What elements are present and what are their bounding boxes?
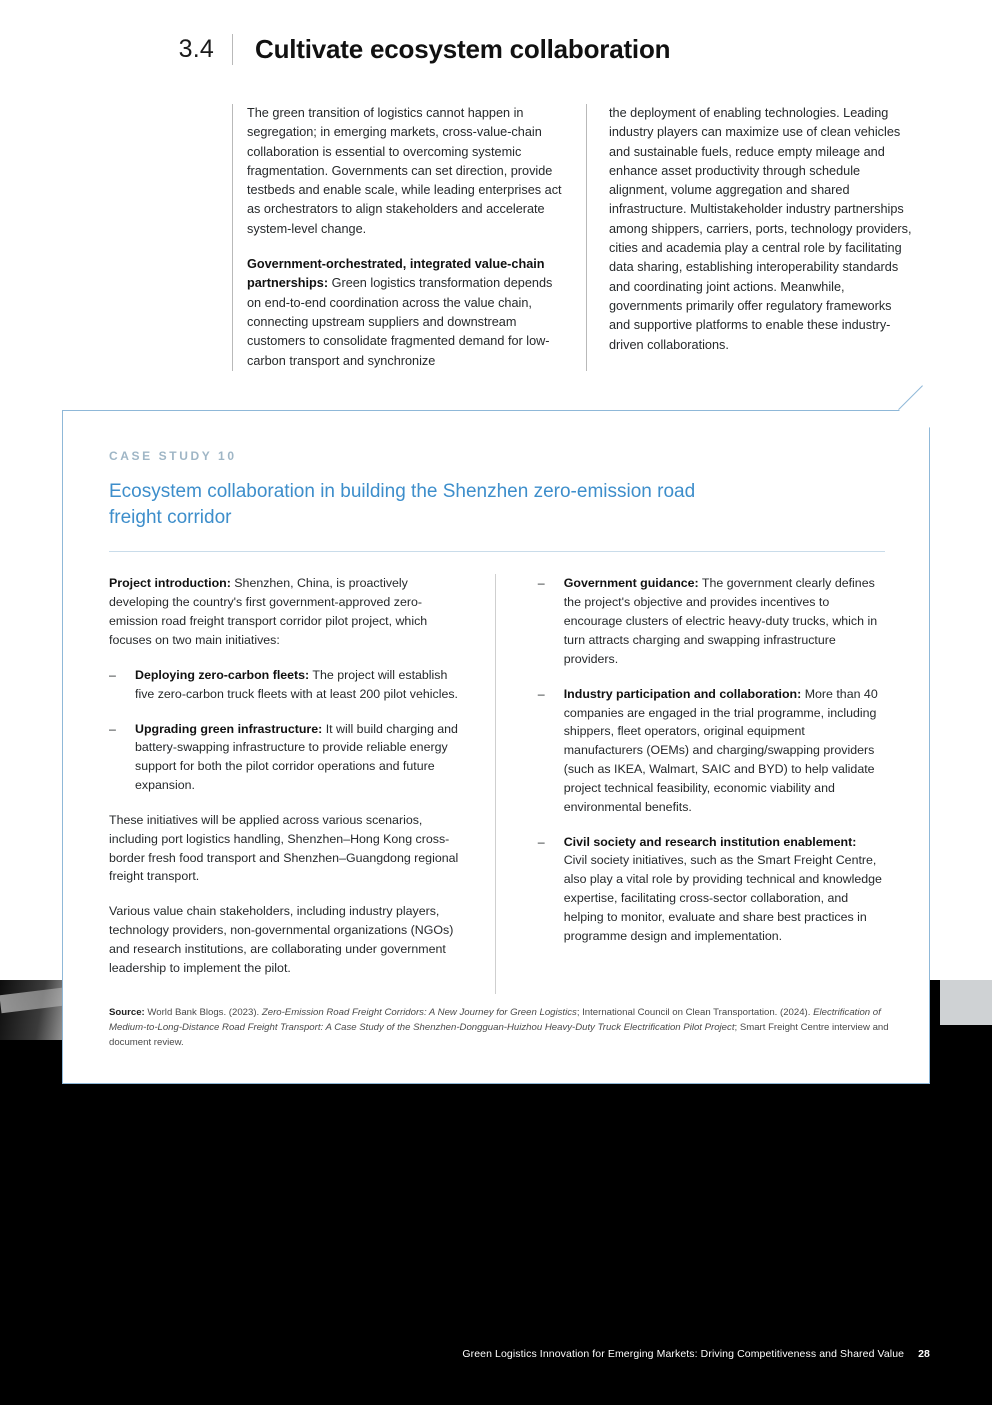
case-study-card <box>62 410 930 1084</box>
page-number: 28 <box>918 1348 930 1360</box>
intro-paragraph-2 <box>247 255 562 371</box>
case-study-columns <box>109 574 883 993</box>
intro-paragraph-2-body: Green logistics transformation depends on end-to-end coordination across the value chain, connecting upstream suppliers and downstream customers to consolidate fragmented demand for low-carbon transport and synchronize <box>247 276 553 368</box>
list-item-lead: Upgrading green infrastructure: <box>135 721 323 736</box>
case-right-bullet-list <box>538 574 883 945</box>
list-item <box>538 685 883 817</box>
list-item-body: More than 40 companies are engaged in the trial programme, including shippers, fleet operators, original equipment manufacturers (OEMs) and charging/swapping providers (such as IKEA, Walmart, SAIC and BYD) to help validate project technical feasibility, economic viability and environmental benefits. <box>563 686 878 814</box>
section-number: 3.4 <box>178 35 214 63</box>
case-study-column-right <box>496 574 883 993</box>
list-item <box>109 666 469 704</box>
source-text-3: ; Smart Freight Centre interview and document review. <box>109 1021 889 1048</box>
case-study-title: Ecosystem collaboration in building the Shenzhen zero-emission road freight corridor <box>109 481 696 529</box>
intro-text <box>232 104 932 371</box>
dash-icon: – <box>537 686 545 701</box>
intro-paragraph-3: the deployment of enabling technologies. Leading industry players can maximize use of clean vehicles and sustainable fuels, reduce empty mileage and enhance asset productivity through schedule alignment, volume aggregation and shared infrastructure. Multistakeholder industry partnerships among shippers, carriers, ports, technology providers, cities and academia play a central role by facilitating data sharing, establishing interoperability standards and coordinating joint actions. Meanwhile, governments primarily offer regulatory frameworks and supportive platforms to enable these industry-driven collaborations. <box>609 106 912 352</box>
case-study-label: CASE STUDY 10 <box>109 449 237 463</box>
list-item-body: Civil society initiatives, such as the Smart Freight Centre, also play a vital role by providing technical and knowledge expertise, facilitating cross-sector collaboration, and helping to monitor, evaluate and share best practices in programme design and implementation. <box>563 853 882 943</box>
source-text-2: ; International Council on Clean Transportation. (2024). <box>576 1007 814 1018</box>
divider <box>109 551 885 552</box>
case-intro-paragraph <box>109 574 469 649</box>
list-item <box>538 574 883 668</box>
source-label: Source: <box>109 1007 145 1018</box>
case-left-paragraph-2: These initiatives will be applied across various scenarios, including port logistics handling, Shenzhen–Hong Kong cross-border fresh food transport and Shenzhen–Guangdong regional freight transport. <box>109 812 459 884</box>
intro-column-right <box>586 104 916 371</box>
list-item-lead: Government guidance: <box>563 576 699 591</box>
list-item-lead: Deploying zero-carbon fleets: <box>135 667 310 682</box>
case-study-column-left <box>109 574 496 993</box>
intro-paragraph-1: The green transition of logistics cannot happen in segregation; in emerging markets, cross-value-chain collaboration is essential to overcoming systemic fragmentation. Governments can set direction, provide testbeds and enable scale, while leading enterprises act as orchestrators to align stakeholders and accelerate system-level change. <box>247 106 562 236</box>
list-item-lead: Civil society and research institution enablement: <box>563 834 857 849</box>
case-intro-lead: Project introduction: <box>109 576 231 591</box>
case-left-paragraph-3: Various value chain stakeholders, including industry players, technology providers, non-governmental organizations (NGOs) and research institutions, are collaborating under government leadership to implement the pilot. <box>109 904 454 975</box>
list-item-lead: Industry participation and collaboration: <box>563 686 802 701</box>
list-item-body: The government clearly defines the project's objective and provides incentives to encourage clusters of electric heavy-duty trucks, which in turn attracts charging and swapping infrastructure providers. <box>563 576 878 666</box>
dash-icon: – <box>537 576 545 591</box>
intro-column-left <box>232 104 562 371</box>
dash-icon: – <box>537 834 545 849</box>
section-header <box>0 34 992 65</box>
page-footer <box>0 1348 992 1360</box>
list-item-body: It will build charging and battery-swapping infrastructure to provide reliable energy support for both the pilot corridor operations and future expansion. <box>135 721 458 793</box>
source-note <box>109 1006 899 1051</box>
case-intro-body: Shenzhen, China, is proactively developing the country's first government-approved zero-emission road freight transport corridor pilot project, which focuses on two main initiatives: <box>109 576 428 647</box>
list-item-body: The project will establish five zero-carbon truck fleets with at least 200 pilot vehicles. <box>135 667 458 701</box>
source-italic-1: Zero-Emission Road Freight Corridors: A New Journey for Green Logistics <box>261 1007 577 1018</box>
footer-title: Green Logistics Innovation for Emerging Markets: Driving Competitiveness and Shared Value <box>462 1348 905 1360</box>
page-title: Cultivate ecosystem collaboration <box>232 34 670 65</box>
intro-paragraph-2-lead: Government-orchestrated, integrated value-chain partnerships: <box>247 257 545 291</box>
case-left-bullet-list <box>109 666 469 795</box>
list-item <box>538 833 883 946</box>
case-study-content <box>63 411 929 994</box>
decorative-grey-block <box>940 980 992 1025</box>
dash-icon: – <box>109 721 116 736</box>
source-text-1: World Bank Blogs. (2023). <box>144 1007 262 1018</box>
list-item <box>109 720 469 795</box>
dash-icon: – <box>109 667 116 682</box>
source-italic-2: Electrification of Medium-to-Long-Distance Road Freight Transport: A Case Study of the Shenzhen-Dongguan-Huizhou Heavy-Duty Truck Electrification Pilot Project <box>109 1007 881 1033</box>
